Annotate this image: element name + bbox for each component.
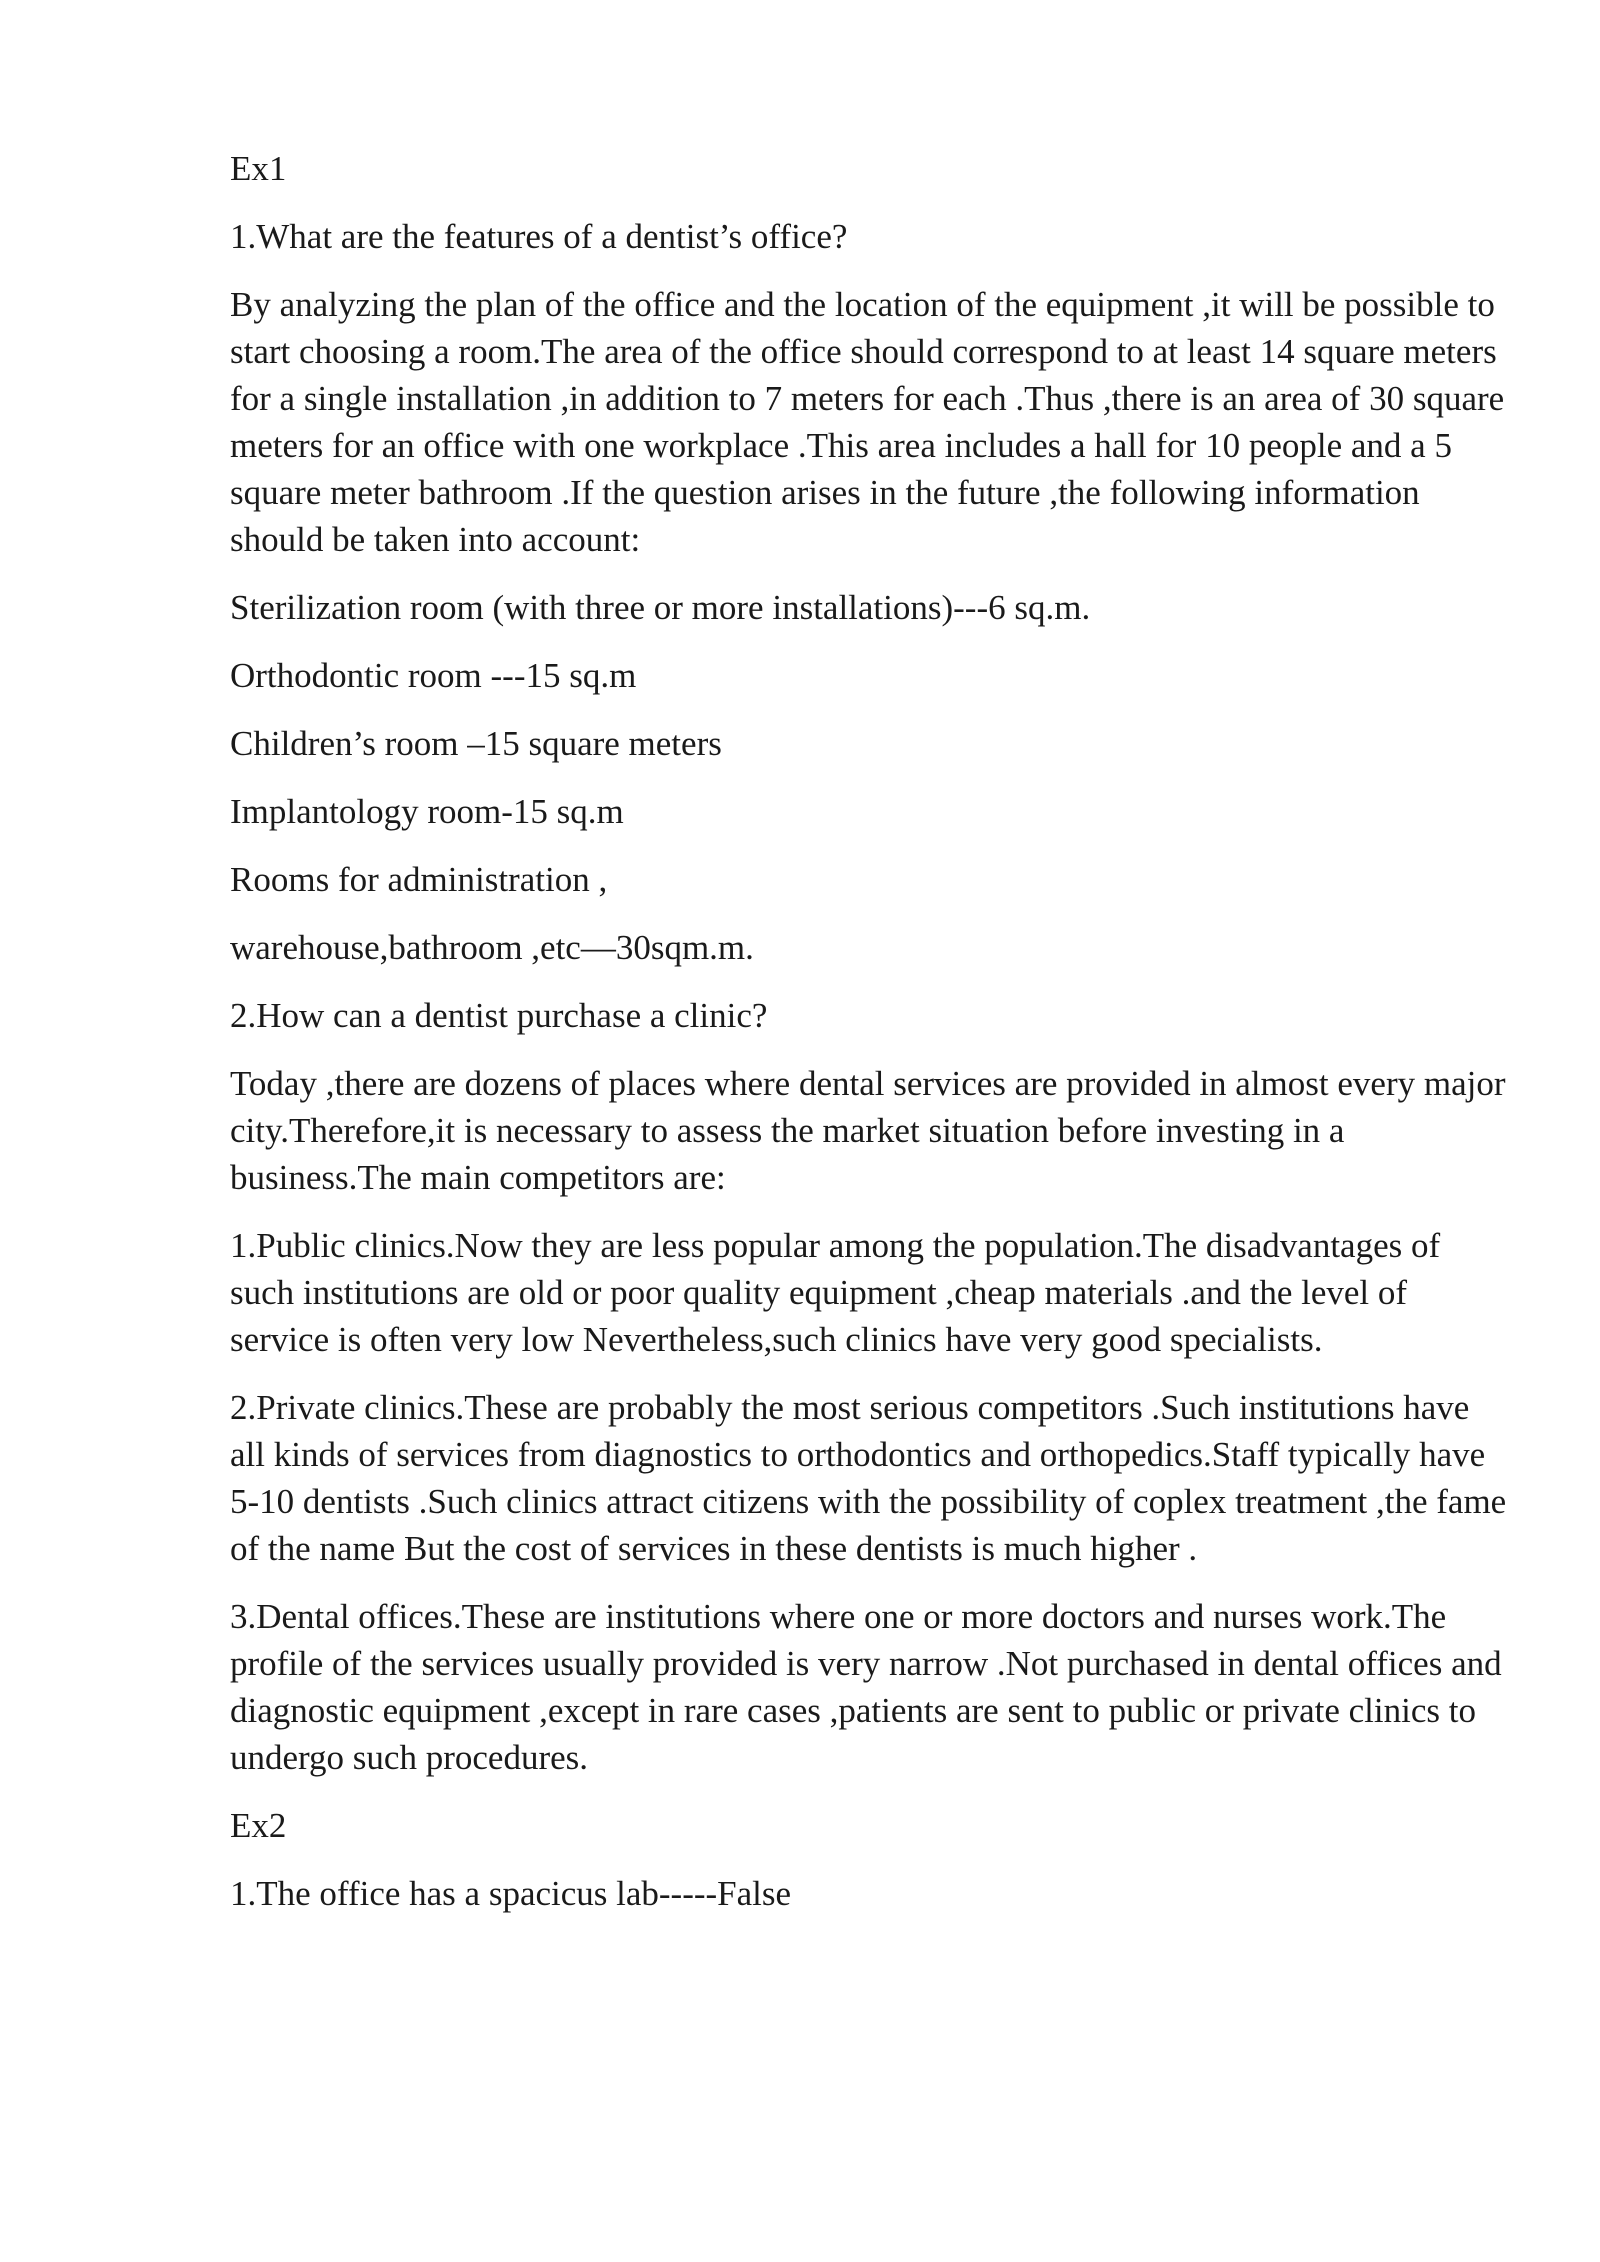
room-item-administration: Rooms for administration , <box>230 860 608 899</box>
question-1-title: 1.What are the features of a dentist’s office? <box>230 217 848 256</box>
document-body <box>230 145 1510 1938</box>
ex2-item-1: 1.The office has a spacicus lab-----False <box>230 1874 792 1913</box>
competitor-public-clinics: 1.Public clinics.Now they are less popular among the population.The disadvantages of such institutions are old or poor quality equipment ,cheap materials .and the level of service is often very low Nevertheless,such clinics have very good specialists. <box>230 1226 1441 1359</box>
room-item-children: Children’s room –15 square meters <box>230 724 722 763</box>
room-item-orthodontic: Orthodontic room ---15 sq.m <box>230 656 637 695</box>
ex2-heading: Ex2 <box>230 1806 287 1845</box>
question-1-answer: By analyzing the plan of the office and the location of the equipment ,it will be possible to start choosing a room.The area of the office should correspond to at least 14 square meters for a single installation ,in addition to 7 meters for each .Thus ,there is an area of 30 square meters for an office with one workplace .This area includes a hall for 10 people and a 5 square meter bathroom .If the question arises in the future ,the following information should be taken into account: <box>230 285 1505 559</box>
competitor-private-clinics: 2.Private clinics.These are probably the most serious competitors .Such institutions have all kinds of services from diagnostics to orthodontics and orthopedics.Staff typically have 5-10 dentists .Such clinics attract citizens with the possibility of coplex treatment ,the fame of the name But the cost of services in these dentists is much higher . <box>230 1388 1507 1568</box>
competitor-dental-offices: 3.Dental offices.These are institutions where one or more doctors and nurses work.The profile of the services usually provided is very narrow .Not purchased in dental offices and diagnostic equipment ,except in rare cases ,patients are sent to public or private clinics to undergo such procedures. <box>230 1597 1502 1777</box>
question-2-title: 2.How can a dentist purchase a clinic? <box>230 996 768 1035</box>
room-item-sterilization: Sterilization room (with three or more installations)---6 sq.m. <box>230 588 1091 627</box>
ex1-heading: Ex1 <box>230 149 287 188</box>
question-2-intro: Today ,there are dozens of places where dental services are provided in almost every major city.Therefore,it is necessary to assess the market situation before investing in a business.The main competitors are: <box>230 1064 1506 1197</box>
room-item-implantology: Implantology room-15 sq.m <box>230 792 624 831</box>
room-item-warehouse: warehouse,bathroom ,etc—30sqm.m. <box>230 928 754 967</box>
